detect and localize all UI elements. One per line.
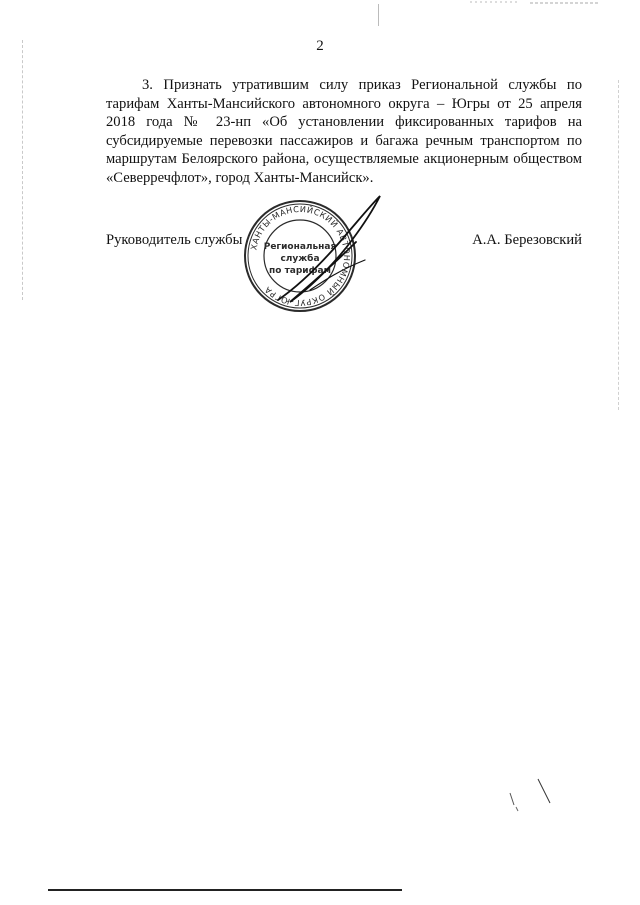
signer-name: А.А. Березовский [472, 232, 582, 248]
bottom-rule [48, 889, 402, 891]
handwritten-signature [270, 190, 390, 310]
scan-mark-top [378, 4, 379, 26]
seal-inner-line1: Региональная [263, 242, 337, 252]
body-paragraph: 3. Признать утратившим силу приказ Региональной службы по тарифам Ханты-Мансийского автономного округа – Югры от 25 апреля 2018 года № 23-нп «Об установлении фиксированных тарифов на субсидируемые перевозки пассажиров и багажа речным транспортом по маршрутам Белоярского района, осуществляемые акционерным обществом «Северречфлот», город Ханты-Мансийск». [106, 77, 582, 186]
page-number: 2 [316, 38, 324, 54]
signer-position: Руководитель службы [106, 232, 243, 248]
scan-marks-bottom [500, 775, 560, 825]
seal-inner-line2: служба [280, 254, 320, 264]
scan-edge-artifact-left [22, 40, 24, 300]
seal-outer-text: ХАНТЫ-МАНСИЙСКИЙ АВТОНОМНЫЙ ОКРУГ-ЮГРА [248, 203, 353, 309]
scan-edge-artifact-right [618, 80, 620, 410]
scan-noise-top [460, 0, 610, 6]
seal-inner-line3: по тарифам [269, 266, 331, 276]
